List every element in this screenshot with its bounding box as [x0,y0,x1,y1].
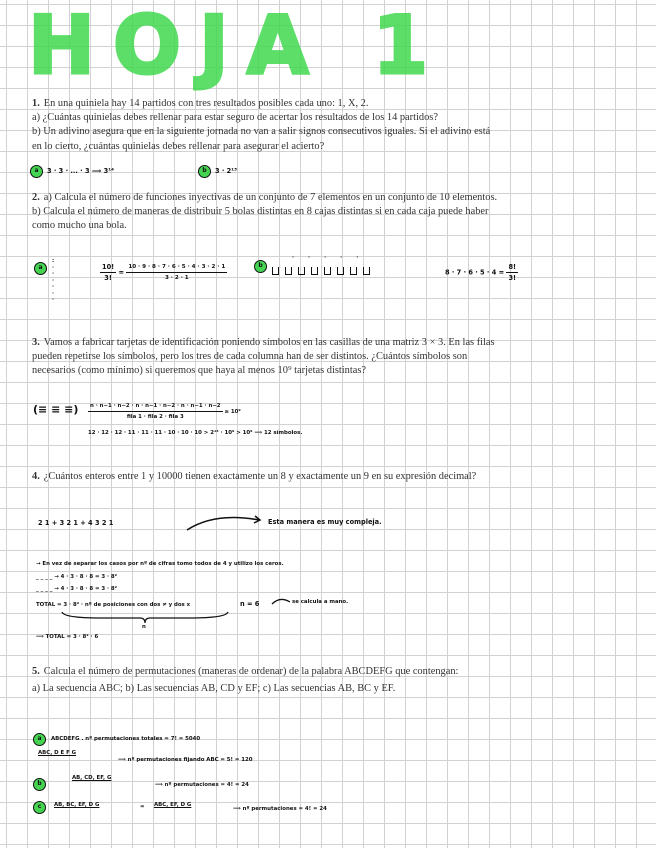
problem-4 [32,470,498,484]
problem-number: 4. [32,471,40,482]
answer-5c-word2: ABC, EF, D G [154,802,192,808]
answer-label-c: c [33,801,46,814]
problem-part-a: a) Calcula el número de funciones inyectivas de un conjunto de 7 elementos en un conjunto de 10 elementos. [43,192,498,203]
vertical-dots-list: : · · · · · · [52,258,55,303]
answer-5c-result: ⟹ nº permutaciones = 4! = 24 [233,806,327,812]
empty-boxes-row [272,262,376,280]
problem-number: 2. [32,192,40,203]
answer-5c-word1: AB, BC, EF, D G [54,802,100,808]
answer-label-a: a [33,733,46,746]
problem-parts: a) La secuencia ABC; b) Las secuencias AB, CD y EF; c) Las secuencias AB, BC y EF. [32,683,396,695]
problem-part-b: b) Calcula el número de maneras de distribuir 5 bolas distintas en 8 cajas distintas si en cada caja puede haber como mucho una bola. [32,206,489,232]
problem-number: 1. [32,98,40,109]
answer-4-n-value: n = 6 [240,600,260,608]
answer-4-remark: Esta manera es muy compleja. [268,518,382,526]
problem-statement: Calcula el número de permutaciones (maneras de ordenar) de la palabra ABCDEFG que contengan: [43,666,459,677]
problem-part-b: b) Un adivino asegura que en la siguiente jornada no van a salir signos consecutivos iguales. Si el adivino está en lo cierto, ¿cuántas quinielas debes rellenar para asegurar el acierto? [32,126,491,152]
problem-part-a: a) ¿Cuántas quinielas debes rellenar para estar seguro de acertar los resultados de los 14 partidos? [32,112,438,124]
ball-dots: ····· [292,255,373,261]
answer-4-row2: _ _ _ _ → 4 · 3 · 8 · 8 = 3 · 8² [36,586,118,592]
curved-arrow-icon [185,510,265,534]
problem-number: 5. [32,666,40,677]
answer-4-n-note: se calcula a mano. [292,599,349,605]
answer-4-idea: → En vez de separar los casos por nº de cifras tomo todos de 4 y utilizo los ceros. [36,561,284,567]
problem-statement: Vamos a fabricar tarjetas de identificación poniendo símbolos en las casillas de una matriz 3 × 3. En las filas pueden repetirse los símbolos, pero los tres de cada columna han de ser distintos. ¿Cuántos símbolos son necesarios (como mínimo) si queremos que haya al menos 10⁹ tarjetas distintas? [32,337,495,377]
answer-label-a: a [30,165,43,178]
answer-5c-equals: = [140,804,145,810]
curved-arrow-icon [270,596,292,608]
answer-5b-result: ⟹ nº permutaciones = 4! = 24 [155,782,249,788]
answer-2b-result: 8 · 7 · 6 · 5 · 4 = $\frac{8!}{3!}$ [445,263,517,282]
problem-5 [32,665,498,696]
answer-1a-expression: 3 · 3 · ... · 3 ⟹ 3¹⁴ [47,167,114,175]
answer-label-a: a [34,262,47,275]
answer-3-line2: 12 · 12 · 12 · 11 · 11 · 11 · 10 · 10 · 10 > 2¹³ · 10⁹ > 10⁹ ⟹ 12 símbolos. [88,430,303,436]
answer-4-n-label: n [142,624,146,630]
answer-5a-word: ABC, D E F G [38,750,77,756]
problem-2 [32,191,498,234]
answer-3-line1: $\frac{n \cdot n-1 \cdot n-2 \cdot n \cdot n-1 \cdot n-2 \cdot n \cdot n-1 \cdot n-2}{\text{fila 1 · fila 2 · fila 3}}$ ≥ 10⁹ [90,403,241,420]
answer-4-final: ⟹ TOTAL = 3 · 8² · 6 [36,634,99,640]
page-title: HOJA 1 [28,0,447,92]
answer-5a-line1: ABCDEFG . nº permutaciones totales = 7! = 5040 [51,736,201,742]
answer-label-b: b [254,260,267,273]
problem-1 [32,97,498,154]
problem-number: 3. [32,337,40,348]
answer-label-b: b [33,778,46,791]
problem-statement: ¿Cuántos enteros entre 1 y 10000 tienen exactamente un 8 y exactamente un 9 en su expresión decimal? [43,471,477,482]
answer-4-total-line: TOTAL = 3 · 8² · nº de posiciones con dos ≠ y dos x [36,602,191,608]
answer-label-b: b [198,165,211,178]
problem-statement: En una quiniela hay 14 partidos con tres resultados posibles cada uno: 1, X, 2. [43,98,369,109]
matrix-sketch: (≡ ≡ ≡) [33,403,79,416]
answer-1b-result: 3 · 2¹³ [215,167,238,175]
answer-4-cases: 2 1 + 3 2 1 + 4 3 2 1 [38,519,114,527]
answer-5a-result: ⟹ nº permutaciones fijando ABC = 5! = 120 [118,757,253,763]
answer-4-row1: _ _ _ _ → 4 · 3 · 8 · 8 = 3 · 8² [36,574,118,580]
answer-2a-expression: $\frac{10!}{3!}$ = $\frac{10 \cdot 9 \cdot 8 \cdot 7 \cdot 6 \cdot 5 \cdot 4 \cdot 3 \cdot 2 \cdot 1}{3 \cdot 2 \cdot 1}$ [102,263,226,282]
problem-3 [32,336,498,379]
answer-5b-word: AB, CD, EF, G [72,775,112,781]
